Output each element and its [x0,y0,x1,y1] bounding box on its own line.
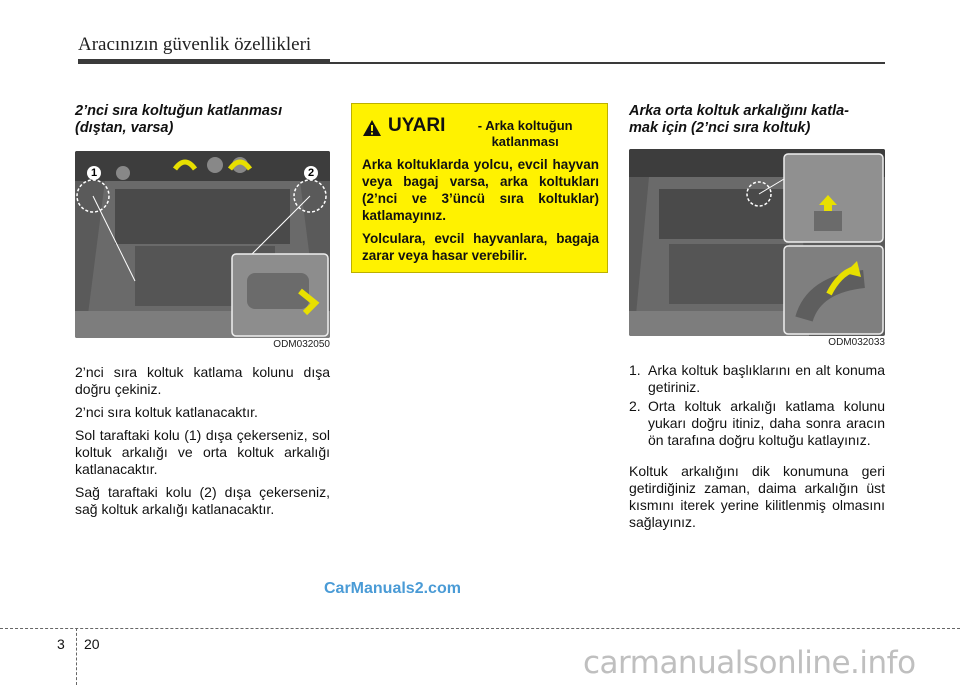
left-paragraph: 2’nci sıra koltuk katlanacaktır. [75,404,258,420]
page-header-title: Aracınızın güvenlik özellikleri [78,34,312,55]
left-title-line-1: 2’nci sıra koltuğun katlanması [75,103,283,119]
right-section-title [629,103,887,137]
left-image-caption: ODM032050 [273,339,330,350]
left-paragraph: Sağ taraftaki kolu (2) dışa çekerseniz, sağ koltuk arkalığı katlanacaktır. [75,484,330,517]
list-item [629,362,885,396]
left-title-line-2: (dıştan, varsa) [75,120,174,136]
footer-rule [0,628,960,629]
left-body [75,364,330,524]
step-text: Orta koltuk arkalığı katlama kolunu yukarı doğru itiniz, daha sonra aracın ön tarafına doğru koltuğu katlayınız. [648,398,885,448]
warning-text: Arka koltuklarda yolcu, evcil hayvan veya bagaj varsa, arka koltukları (2’nci ve 3’üncü sıra koltuklar) katlamayınız. [362,157,599,223]
site-watermark: carmanualsonline.info [583,645,916,681]
center-seat-folding-photo [629,149,885,336]
step-list [629,362,885,449]
header-rule-thick [78,59,330,64]
callout-2: 2 [304,166,318,180]
chapter-number: 3 [57,636,65,652]
watermark: CarManuals2.com [324,580,461,597]
step-number: 1. [629,362,641,378]
header-rule-thin [330,62,885,64]
page-number: 20 [84,636,100,652]
warning-box [351,103,608,273]
left-section-title [75,103,330,137]
warning-label: UYARI [388,115,446,136]
warning-subtitle: - Arka koltuğun katlanması [477,118,573,149]
rear-seat-folding-photo [75,151,330,338]
right-image-caption: ODM032033 [828,337,885,348]
left-paragraph: Sol taraftaki kolu (1) dışa çekerseniz, sol koltuk arkalığı ve orta koltuk arkalığı katlanacaktır. [75,427,330,477]
left-paragraph: 2’nci sıra koltuk katlama kolunu dışa doğru çekiniz. [75,364,330,397]
right-body [629,362,885,537]
right-title-line-1: Arka orta koltuk arkalığını katla- [629,103,849,119]
step-text: Arka koltuk başlıklarını en alt konuma getiriniz. [648,362,885,395]
warning-text: Yolculara, evcil hayvanlara, bagaja zarar veya hasar verebilir. [362,231,599,263]
right-title-line-2: mak için (2’nci sıra koltuk) [629,120,811,136]
step-number: 2. [629,398,641,414]
footer-divider [76,628,77,685]
list-item [629,398,885,449]
callout-1: 1 [87,166,101,180]
right-note: Koltuk arkalığını dik konumuna geri getirdiğiniz zaman, daima arkalığın üst kısmını iterek yerine kilitlenmiş olmasını sağlayınız. [629,463,885,530]
warning-triangle-icon [362,119,382,137]
